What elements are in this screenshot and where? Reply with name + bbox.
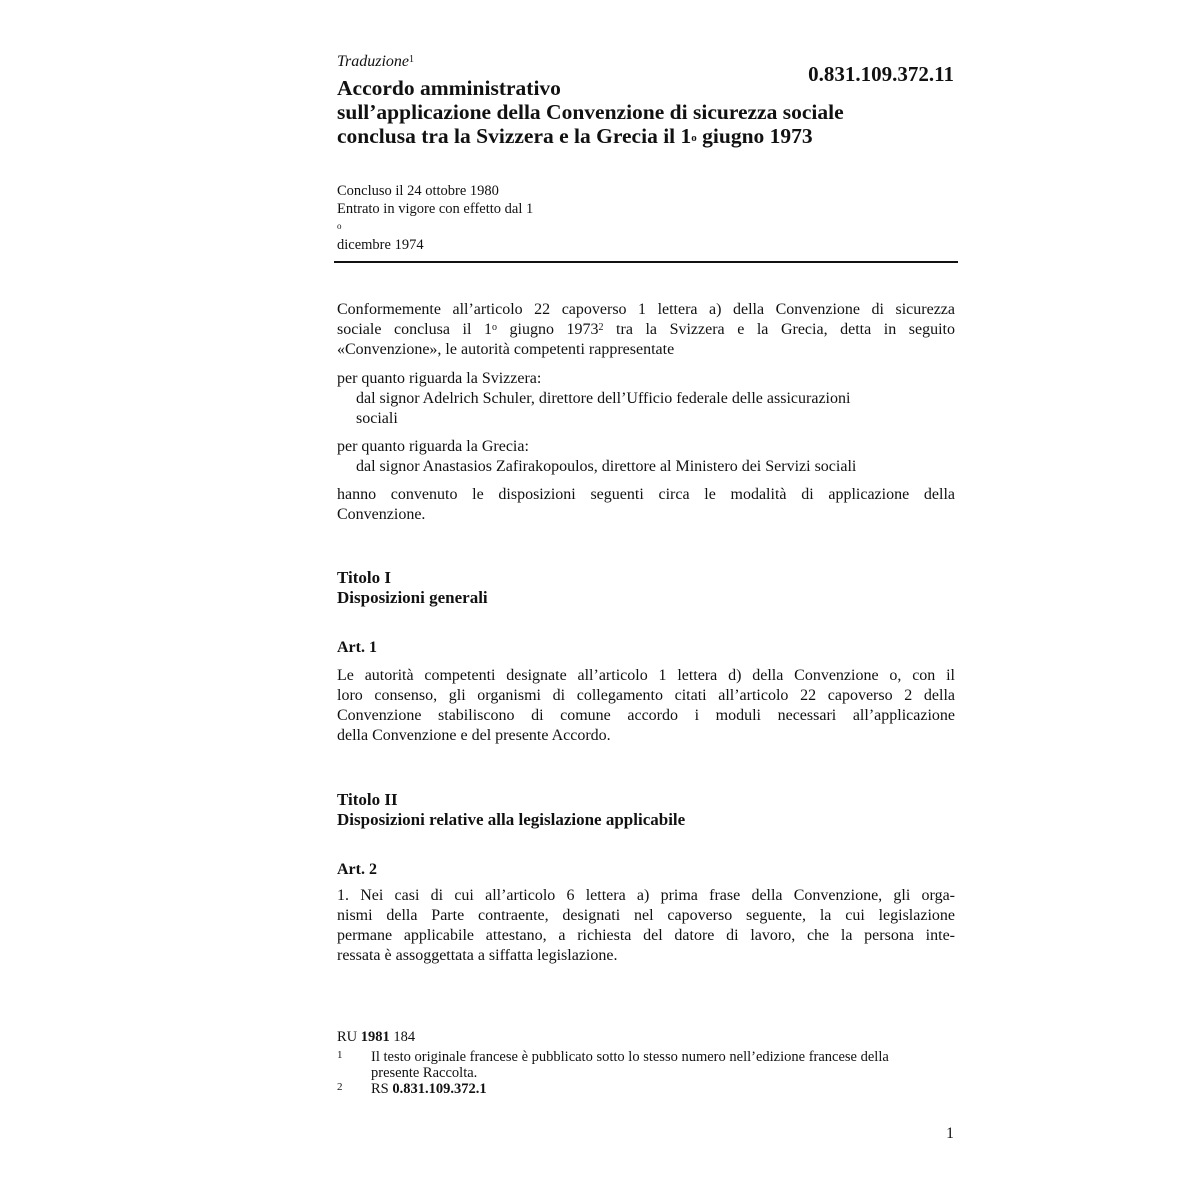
title-1-heading: Titolo I Disposizioni generali bbox=[337, 568, 488, 607]
footnote-marker[interactable]: 1 bbox=[409, 54, 415, 65]
concluded-date: Concluso il 24 ottobre 1980 bbox=[337, 183, 499, 199]
article-1-text: Le autorità competenti designate all’articolo 1 lettera d) della Convenzione o, con il loro consenso, gli organismi di collegamento citati all’articolo 22 capoverso 2 della Convenzione stabiliscono di comune accordo i moduli necessari all’applicazione della Convenzione e del presente Accordo. bbox=[337, 667, 955, 744]
sr-number: 0.831.109.372.11 bbox=[808, 62, 954, 86]
article-2-heading: Art. 2 bbox=[337, 861, 377, 878]
document-dates bbox=[337, 182, 533, 254]
title-line: sull’applicazione della Convenzione di sicurezza sociale bbox=[337, 100, 844, 124]
footnote-1: 1 Il testo originale francese è pubblicato sotto lo stesso numero nell’edizione francese della presente Raccolta. bbox=[337, 1049, 889, 1081]
footnote-2: 2 RS 0.831.109.372.1 bbox=[337, 1081, 487, 1097]
translation-label: Traduzione$^1$ bbox=[337, 53, 415, 70]
header-divider bbox=[334, 261, 958, 263]
rs-link[interactable]: 0.831.109.372.1 bbox=[392, 1081, 487, 1097]
article-1-heading: Art. 1 bbox=[337, 639, 377, 656]
in-force-date: Entrato in vigore con effetto dal 1 $^o$ dicembre 1974 bbox=[337, 201, 534, 253]
title-line: Accordo amministrativo bbox=[337, 76, 561, 100]
ru-reference: RU 1981 184 bbox=[337, 1029, 416, 1045]
title-line: conclusa tra la Svizzera e la Grecia il 1$^o$ giugno 1973 bbox=[337, 124, 813, 148]
page-number: 1 bbox=[946, 1125, 954, 1142]
preamble-paragraph: Conformemente all’articolo 22 capoverso 1 lettera a) della Convenzione di sicurezza sociale conclusa il 1$^o$ giugno 1973$^2$ tra la Svizzera e la Grecia, detta in seguito «Convenzione», le autorità competenti rappresentate bbox=[337, 301, 955, 358]
title-2-heading: Titolo II Disposizioni relative alla legislazione applicabile bbox=[337, 790, 686, 829]
swiss-representative: per quanto riguarda la Svizzera: dal signor Adelrich Schuler, direttore dell’Ufficio federale delle assicurazioni sociali bbox=[337, 370, 851, 427]
article-2-text: 1. Nei casi di cui all’articolo 6 lettera a) prima frase della Convenzione, gli orga- nismi della Parte contraente, designati nel capoverso seguente, la cui legislazione permane applicabile attestano, a richiesta del datore di lavoro, che la persona inte- ressata è assoggettata a siffatta legislazione. bbox=[337, 887, 955, 964]
agreement-paragraph: hanno convenuto le disposizioni seguenti circa le modalità di applicazione della Convenzione. bbox=[337, 486, 955, 523]
document-title bbox=[337, 76, 977, 148]
greek-representative: per quanto riguarda la Grecia: dal signor Anastasios Zafirakopoulos, direttore al Ministero dei Servizi sociali bbox=[337, 438, 857, 475]
footnote-marker[interactable]: 2 bbox=[598, 322, 604, 333]
